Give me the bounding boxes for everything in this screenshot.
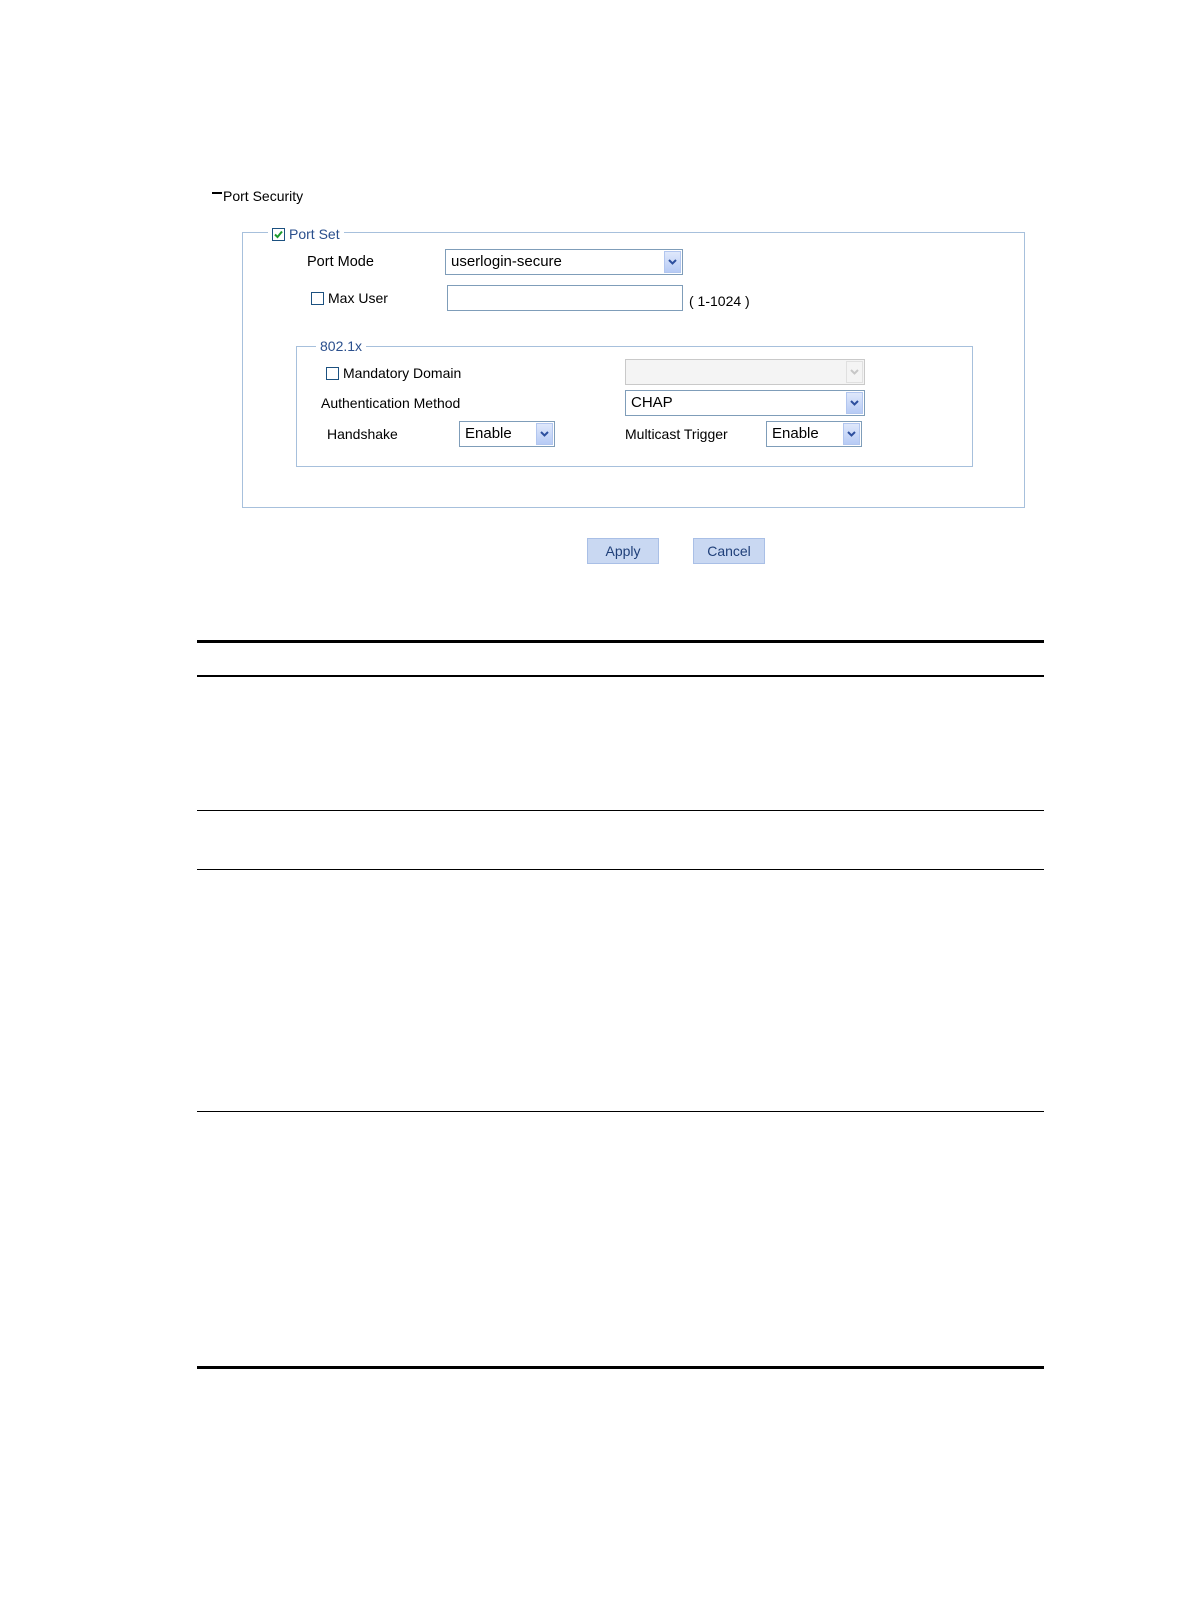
table-top-rule	[197, 640, 1044, 643]
table-bottom-rule	[197, 1366, 1044, 1369]
chevron-down-icon[interactable]	[846, 392, 863, 414]
chevron-down-icon[interactable]	[846, 361, 863, 383]
chevron-down-icon[interactable]	[536, 423, 553, 445]
section-title: Port Security	[223, 188, 304, 204]
table-row-divider	[197, 869, 1044, 870]
port-mode-label: Port Mode	[307, 254, 374, 270]
mandatory-domain-checkbox[interactable]	[326, 367, 339, 380]
multicast-trigger-value: Enable	[772, 425, 819, 442]
mandatory-domain-label: Mandatory Domain	[343, 365, 462, 381]
handshake-value: Enable	[465, 425, 512, 442]
max-user-row	[311, 289, 388, 307]
port-mode-value: userlogin-secure	[451, 253, 562, 270]
section-toggle-port-security[interactable]	[212, 186, 303, 206]
auth-method-value: CHAP	[631, 394, 673, 411]
mandatory-domain-select[interactable]	[625, 359, 865, 385]
auth-method-select[interactable]	[625, 390, 865, 416]
max-user-label: Max User	[328, 290, 388, 306]
apply-button[interactable]: Apply	[587, 538, 659, 564]
table-row-divider	[197, 810, 1044, 811]
port-mode-select[interactable]	[445, 249, 683, 275]
multicast-trigger-label: Multicast Trigger	[625, 426, 728, 442]
max-user-input[interactable]	[447, 285, 683, 311]
max-user-checkbox[interactable]	[311, 292, 324, 305]
table-header-rule	[197, 675, 1044, 677]
chevron-down-icon[interactable]	[843, 423, 860, 445]
multicast-trigger-select[interactable]	[766, 421, 862, 447]
dot1x-legend	[316, 337, 366, 355]
port-set-checkbox[interactable]	[272, 228, 285, 241]
dot1x-legend-label: 802.1x	[320, 338, 363, 354]
chevron-down-icon[interactable]	[664, 251, 681, 273]
cancel-button[interactable]: Cancel	[693, 538, 765, 564]
handshake-label: Handshake	[327, 426, 398, 442]
port-set-label: Port Set	[289, 226, 340, 242]
max-user-range-hint: ( 1-1024 )	[689, 293, 750, 309]
handshake-select[interactable]	[459, 421, 555, 447]
port-set-legend	[268, 225, 344, 243]
auth-method-label: Authentication Method	[321, 395, 461, 411]
collapse-icon[interactable]	[212, 192, 222, 194]
mandatory-domain-row	[326, 364, 461, 382]
table-row-divider	[197, 1111, 1044, 1112]
